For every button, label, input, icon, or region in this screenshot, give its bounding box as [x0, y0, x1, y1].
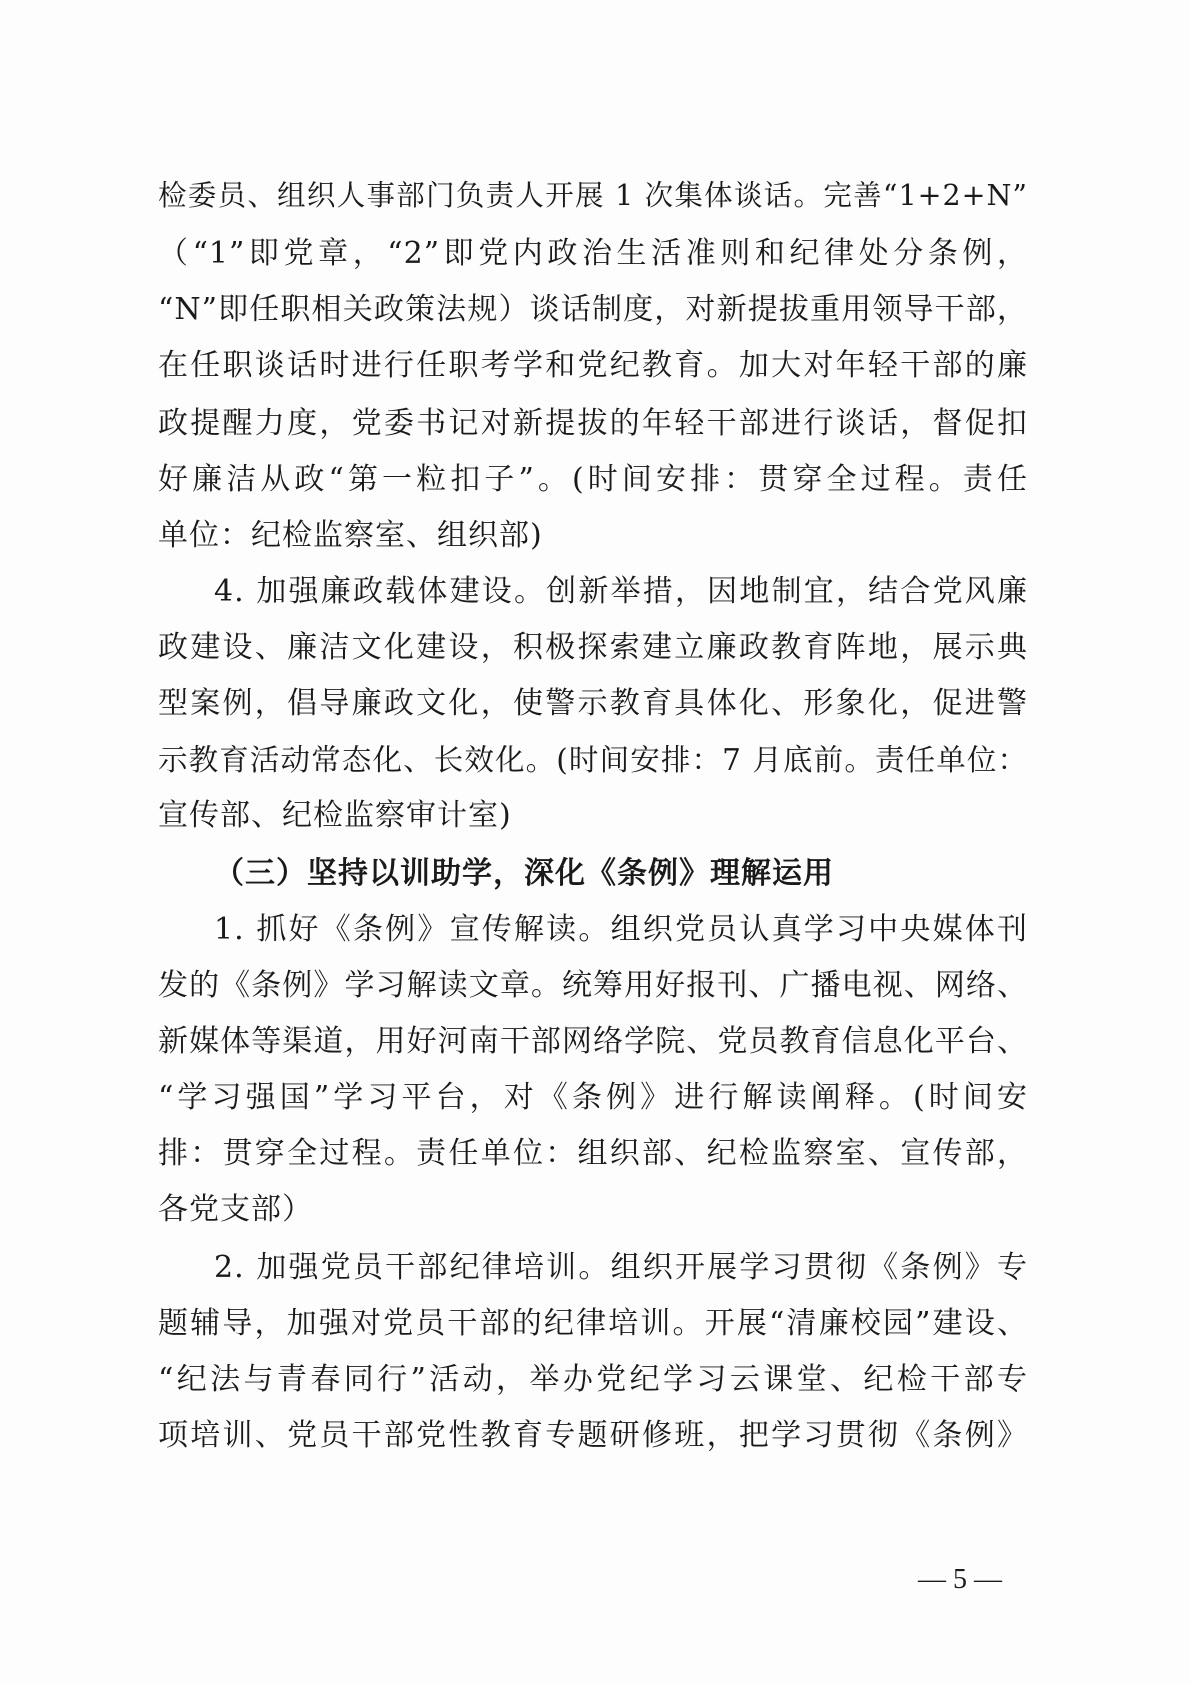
text-line-5: 政提醒力度，党委书记对新提拔的年轻干部进行谈话，督促扣	[158, 406, 1028, 441]
paragraph-2-start: 2. 加强党员干部纪律培训。组织开展学习贯彻《条例》专	[214, 1250, 1028, 1285]
text-line-12: 宣传部、纪检监察审计室)	[158, 798, 512, 833]
text-line-11: 示教育活动常态化、长效化。(时间安排：7 月底前。责任单位：	[158, 743, 1028, 777]
text-line-1: 检委员、组织人事部门负责人开展 1 次集体谈话。完善“1+2+N”	[158, 179, 1028, 212]
text-line-22: “纪法与青春同行”活动，举办党纪学习云课堂、纪检干部专	[158, 1362, 1028, 1397]
text-line-9: 政建设、廉洁文化建设，积极探索建立廉政教育阵地，展示典	[158, 630, 1028, 665]
paragraph-4-start: 4. 加强廉政载体建设。创新举措，因地制宜，结合党风廉	[214, 574, 1028, 609]
text-line-17: “学习强国”学习平台，对《条例》进行解读阐释。(时间安	[158, 1080, 1028, 1115]
text-line-18: 排：贯穿全过程。责任单位：组织部、纪检监察室、宣传部，	[158, 1136, 1028, 1171]
text-line-3: “N”即任职相关政策法规）谈话制度，对新提拔重用领导干部，	[158, 292, 1028, 327]
text-line-6: 好廉洁从政“第一粒扣子”。(时间安排：贯穿全过程。责任	[158, 462, 1028, 497]
text-line-16: 新媒体等渠道，用好河南干部网络学院、党员教育信息化平台、	[158, 1024, 1028, 1059]
text-line-23: 项培训、党员干部党性教育专题研修班，把学习贯彻《条例》	[158, 1418, 1028, 1453]
section-heading-3: （三）坚持以训助学，深化《条例》理解运用	[214, 856, 834, 891]
text-line-10: 型案例，倡导廉政文化，使警示教育具体化、形象化，促进警	[158, 686, 1028, 721]
text-line-4: 在任职谈话时进行任职考学和党纪教育。加大对年轻干部的廉	[158, 348, 1028, 383]
text-line-7: 单位：纪检监察室、组织部)	[158, 518, 543, 553]
text-line-19: 各党支部）	[158, 1192, 313, 1227]
text-line-2: （“1”即党章，“2”即党内政治生活准则和纪律处分条例，	[158, 236, 1028, 271]
text-line-21: 题辅导，加强对党员干部的纪律培训。开展“清廉校园”建设、	[158, 1306, 1028, 1341]
page-number: — 5 —	[918, 1564, 1002, 1595]
paragraph-1-start: 1. 抓好《条例》宣传解读。组织党员认真学习中央媒体刊	[214, 912, 1028, 947]
text-line-15: 发的《条例》学习解读文章。统筹用好报刊、广播电视、网络、	[158, 968, 1028, 1003]
